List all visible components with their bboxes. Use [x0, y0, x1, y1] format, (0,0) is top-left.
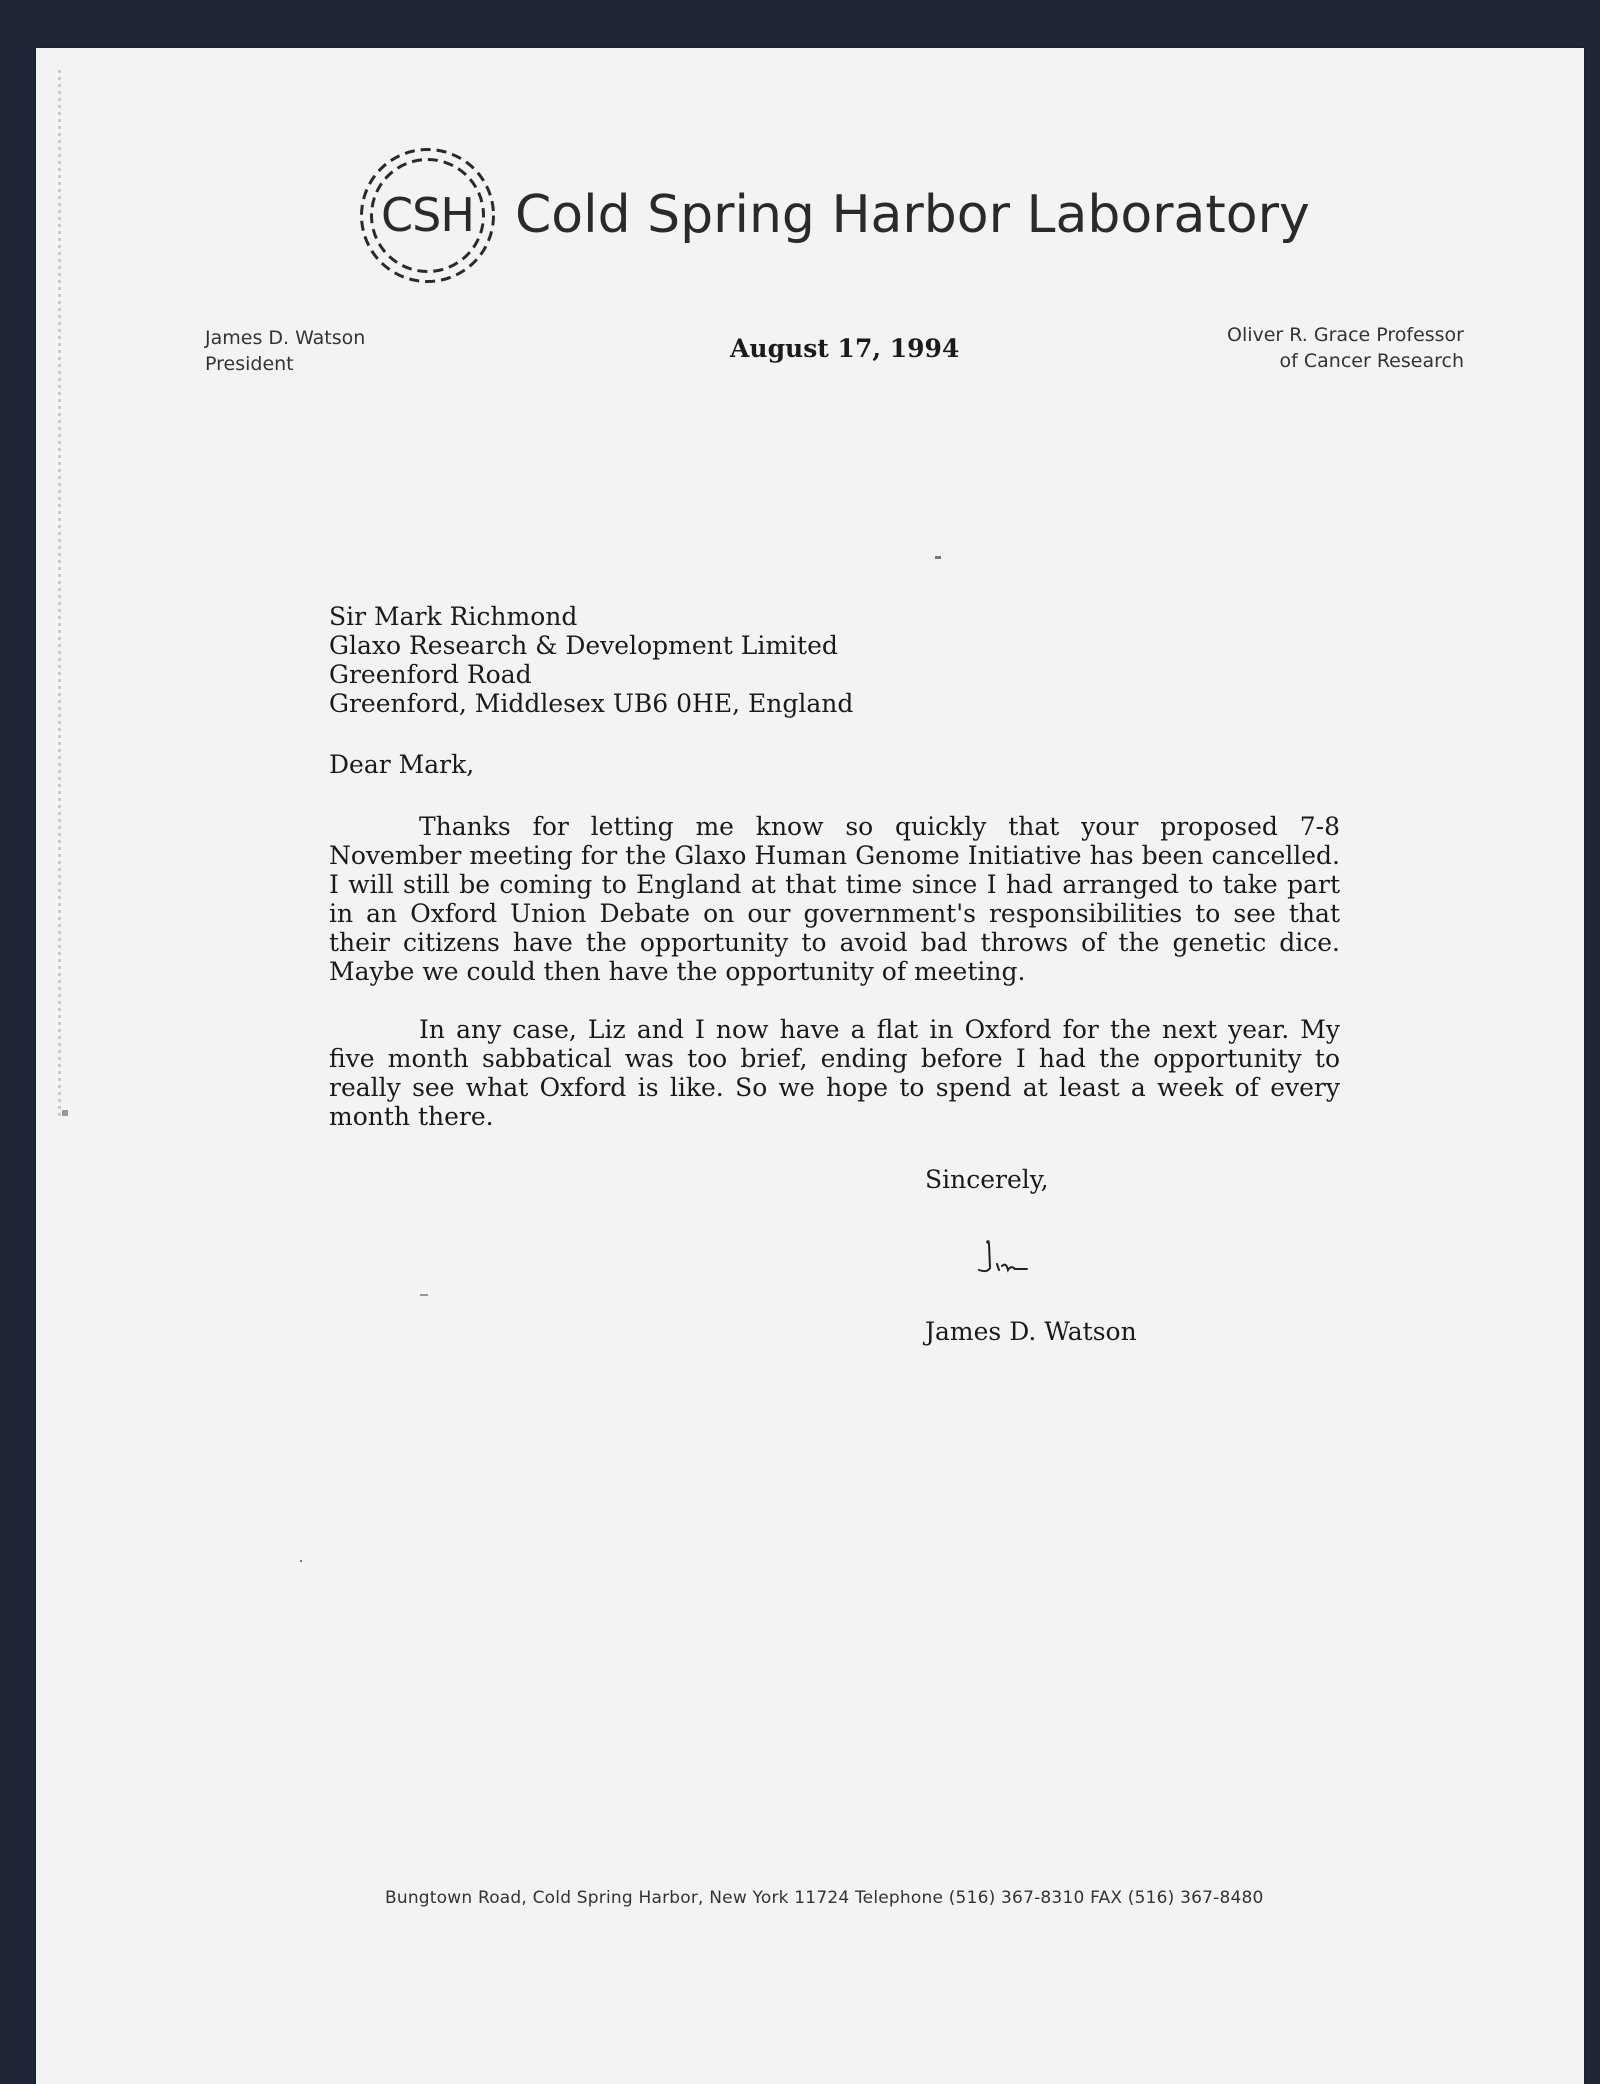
professorship-line-1: Oliver R. Grace Professor: [1226, 324, 1464, 346]
letterhead-footer: Bungtown Road, Cold Spring Harbor, New York 11724 Telephone (516) 367-8310 FAX (516) 367-8480: [385, 1888, 1264, 1908]
sender-name: James D. Watson: [205, 327, 366, 349]
page-speck: [935, 556, 941, 559]
recipient-name: Sir Mark Richmond: [329, 602, 578, 631]
professorship-block: [1227, 322, 1464, 374]
sender-block: [205, 325, 365, 377]
page-speck: [420, 1294, 428, 1296]
recipient-city: Greenford, Middlesex UB6 0HE, England: [329, 689, 854, 718]
recipient-address: [329, 602, 1340, 718]
page-speck: [62, 1110, 68, 1116]
recipient-company: Glaxo Research & Development Limited: [329, 631, 838, 660]
page-edge-marks: [58, 70, 61, 1120]
closing: Sincerely,: [925, 1165, 1049, 1194]
handwritten-signature: [975, 1240, 1035, 1280]
csh-logo: [350, 138, 505, 293]
salutation: Dear Mark,: [329, 750, 475, 779]
body-paragraph-1: [329, 812, 1340, 986]
signer-name: James D. Watson: [925, 1317, 1137, 1346]
paragraph-text: In any case, Liz and I now have a flat in Oxford for the next year. My five month sabbatical was too brief, ending before I had the opportunity to really see what Oxford is like. So we hope to spend at least a week of every month there.: [329, 1015, 1340, 1131]
organization-name: Cold Spring Harbor Laboratory: [515, 185, 1310, 245]
recipient-street: Greenford Road: [329, 660, 532, 689]
letterhead: [350, 140, 1310, 290]
page-speck: [300, 1560, 302, 1562]
paragraph-text: Thanks for letting me know so quickly that your proposed 7-8 November meeting for the Glaxo Human Genome Initiative has been cancelled. I will still be coming to England at that time since I had arranged to take part in an Oxford Union Debate on our government's responsibilities to see that their citizens have the opportunity to avoid bad throws of the genetic dice. Maybe we could then have the opportunity of meeting.: [329, 812, 1340, 986]
professorship-line-2: of Cancer Research: [1279, 350, 1464, 372]
letter-date: August 17, 1994: [730, 334, 960, 363]
sender-title: President: [205, 353, 294, 375]
body-paragraph-2: [329, 1015, 1340, 1131]
logo-monogram: CSH: [381, 188, 474, 242]
